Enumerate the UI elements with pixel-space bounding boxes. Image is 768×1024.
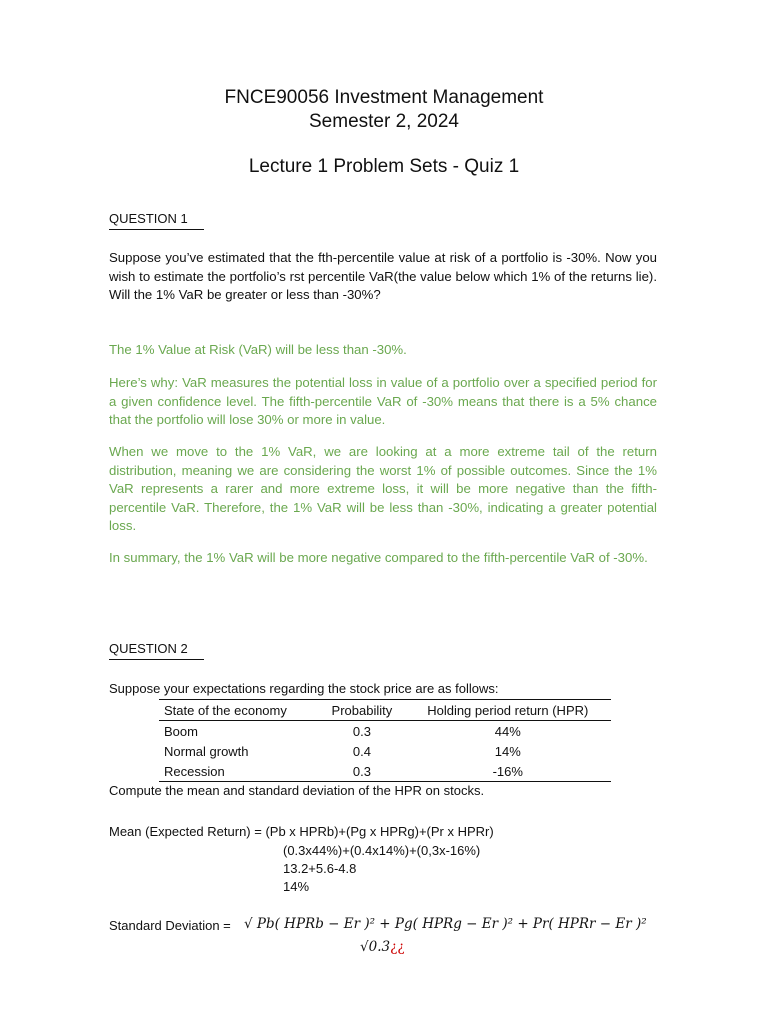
answer-1-summary: The 1% Value at Risk (VaR) will be less than -30%. (109, 342, 407, 357)
col-header-state: State of the economy (164, 702, 287, 718)
mean-step-substitution: (0.3x44%)+(0.4x14%)+(0,3x-16%) (283, 843, 481, 858)
course-title: FNCE90056 Investment Management (224, 87, 544, 108)
table-row (159, 721, 611, 742)
mean-formula: Mean (Expected Return) = (Pb x HPRb)+(Pg x HPRg)+(Pr x HPRr) (109, 824, 494, 839)
question-1-heading: QUESTION 1 (109, 211, 204, 230)
question-2-heading: QUESTION 2 (109, 641, 204, 660)
cell-probability: 0.4 (352, 743, 371, 759)
mean-step-arithmetic: 13.2+5.6-4.8 (283, 861, 357, 876)
question-1-text: Suppose you’ve estimated that the fth-percentile value at risk of a portfolio is -30%. Now you wish to estimate the portfolio’s rst percentile VaR(the value below which 1% of the returns lie). Will the 1% VaR be greater or less than -30%? (109, 250, 657, 302)
cell-hpr: 14% (494, 743, 521, 759)
col-header-hpr: Holding period return (HPR) (427, 702, 589, 718)
answer-1-conclusion: In summary, the 1% VaR will be more negative compared to the fifth-percentile VaR of -30%. (109, 550, 648, 565)
answer-1-extreme-tail: When we move to the 1% VaR, we are looking at a more extreme tail of the return distribution, meaning we are considering the worst 1% of possible outcomes. Since the 1% VaR represents a rarer and more extreme loss, it will be more negative than the fifth-percentile VaR. Therefore, the 1% VaR will be less than -30%, indicating a greater potential loss. (109, 444, 657, 533)
answer-1-explanation: Here’s why: VaR measures the potential loss in value of a portfolio over a specified period for a given confidence level. The fifth-percentile VaR of -30% means that there is a 5% chance that the portfolio will lose 30% or more in value. (109, 375, 657, 427)
hpr-table (159, 699, 611, 782)
cell-state: Normal growth (164, 743, 249, 759)
cell-state: Recession (164, 763, 225, 779)
sd-formula: √ Pb( HPRb − Er )² + Pg( HPRg − Er )² + Pr( HPRr − Er )² (244, 916, 647, 932)
cell-hpr: -16% (492, 763, 523, 779)
sd-label: Standard Deviation = (109, 918, 231, 933)
semester-title: Semester 2, 2024 (309, 111, 459, 132)
quiz-title: Lecture 1 Problem Sets - Quiz 1 (248, 156, 520, 177)
question-2-intro: Suppose your expectations regarding the stock price are as follows: (109, 681, 499, 696)
question-2-task: Compute the mean and standard deviation of the HPR on stocks. (109, 783, 485, 798)
sd-step (360, 938, 405, 956)
table-row (159, 741, 611, 761)
mean-result: 14% (283, 879, 310, 894)
sd-step-garbled: ¿¿ (390, 939, 405, 955)
table-header-row (159, 700, 611, 721)
cell-hpr: 44% (494, 723, 521, 739)
table-row (159, 761, 611, 782)
sd-step-root: √0.3 (360, 939, 391, 955)
cell-state: Boom (164, 723, 198, 739)
cell-probability: 0.3 (352, 723, 371, 739)
cell-probability: 0.3 (352, 763, 371, 779)
col-header-probability: Probability (331, 702, 393, 718)
